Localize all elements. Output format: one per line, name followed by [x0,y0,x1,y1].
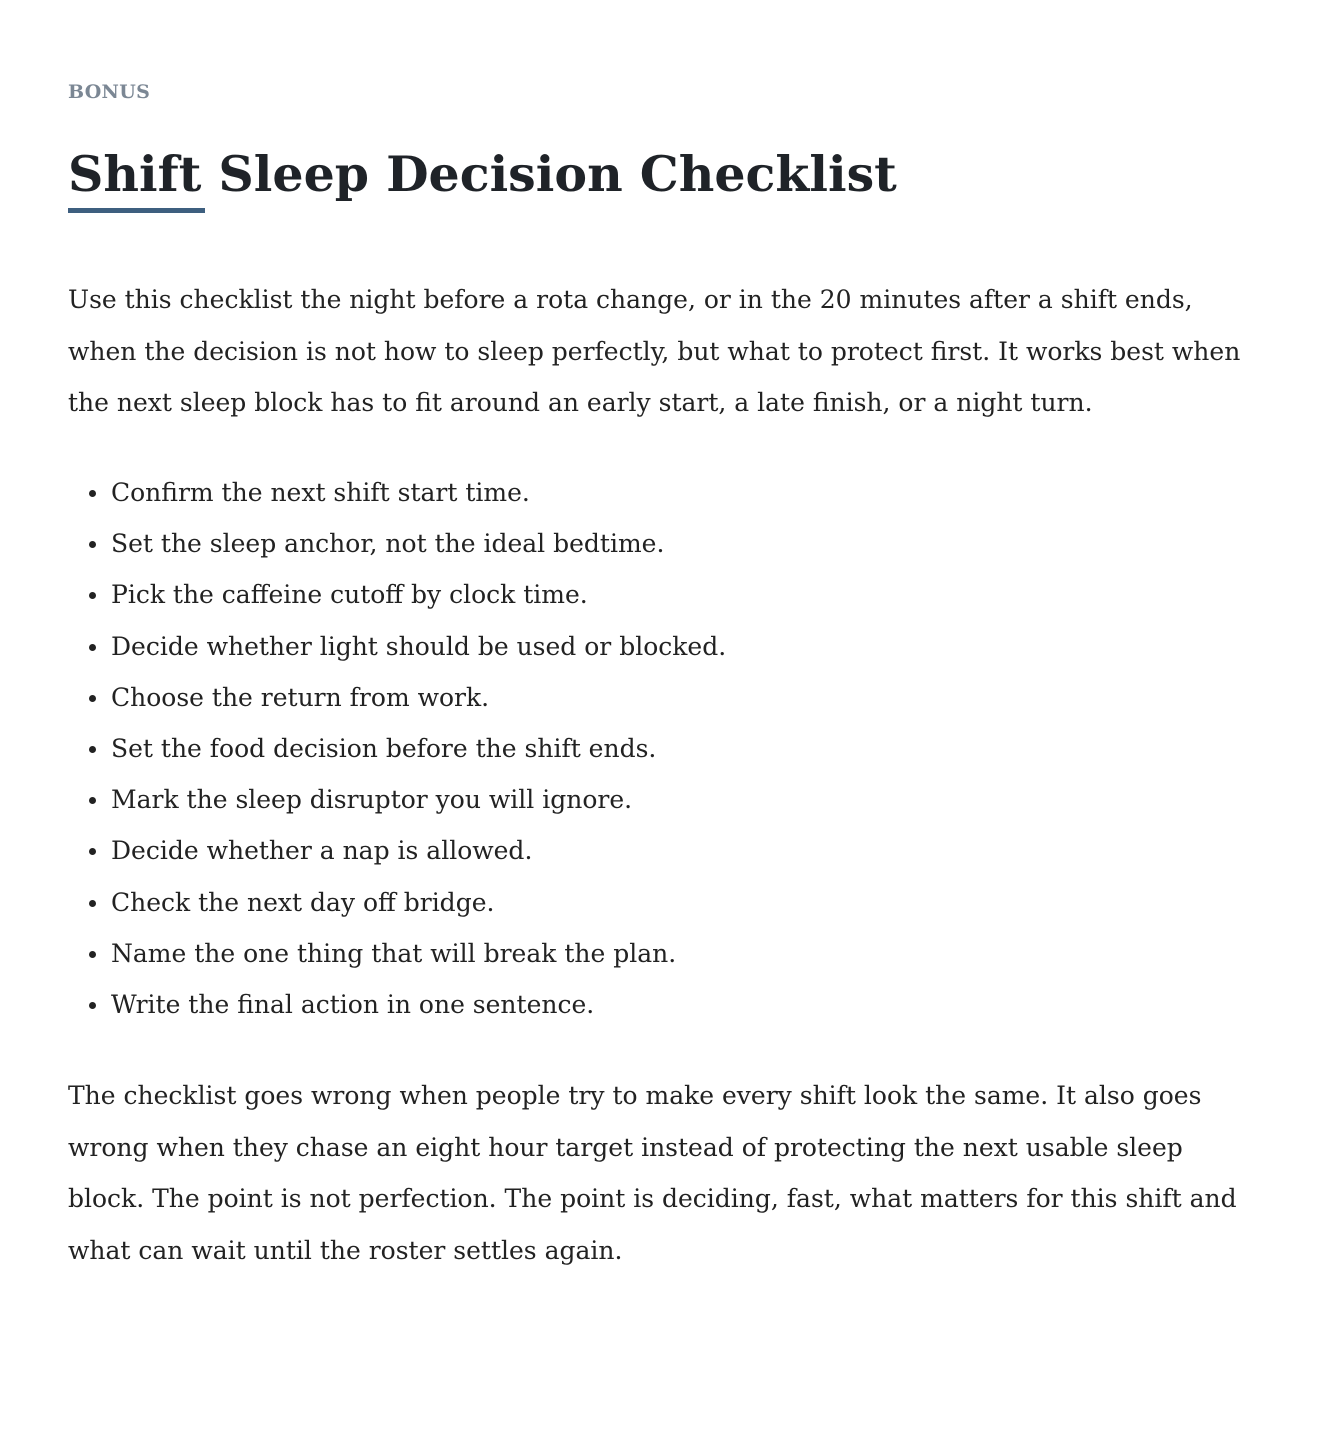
bullet-icon [89,695,96,702]
checklist-item [68,928,726,979]
decision-checklist [68,467,726,1030]
checklist-item [68,877,726,928]
bullet-icon [89,490,96,497]
checklist-item-text: Write the final action in one sentence. [111,989,595,1019]
section-eyebrow: BONUS [68,81,151,103]
checklist-item-text: Check the next day off bridge. [111,887,495,917]
checklist-item [68,569,726,620]
bullet-icon [89,644,96,651]
bullet-icon [89,848,96,855]
checklist-item-text: Set the sleep anchor, not the ideal bedtime. [111,529,665,559]
checklist-item-text: Decide whether a nap is allowed. [111,836,533,866]
bullet-icon [89,746,96,753]
checklist-item [68,825,726,876]
checklist-item-text: Confirm the next shift start time. [111,478,530,507]
checklist-item [68,518,726,569]
checklist-item [68,979,726,1030]
checklist-item-text: Name the one thing that will break the plan. [111,938,677,968]
bullet-icon [89,592,96,599]
checklist-item-text: Decide whether light should be used or blocked. [111,631,727,661]
checklist-item-text: Pick the caffeine cutoff by clock time. [111,580,588,610]
bullet-icon [89,797,96,804]
checklist-item [68,774,726,825]
bullet-icon [89,900,96,907]
checklist-item [68,467,726,518]
bullet-icon [89,1002,96,1009]
checklist-item [68,723,726,774]
checklist-item [68,621,726,672]
page-title: Shift Sleep Decision Checklist [68,145,897,203]
title-underline [68,208,205,213]
checklist-item-text: Set the food decision before the shift ends. [111,733,657,763]
checklist-item-text: Mark the sleep disruptor you will ignore. [111,785,633,815]
checklist-item-text: Choose the return from work. [111,682,490,712]
bullet-icon [89,951,96,958]
closing-paragraph: The checklist goes wrong when people try to make every shift look the same. It also goes wrong when they chase an eight hour target instead of protecting the next usable sleep block. The point is not perfection. The point is deciding, fast, what matters for this shift and what can wait until the roster settles again. [68,1081,1237,1265]
intro-paragraph: Use this checklist the night before a rota change, or in the 20 minutes after a shift ends, when the decision is not how to sleep perfectly, but what to protect first. It works best when the next sleep block has to fit around an early start, a late finish, or a night turn. [68,285,1241,417]
checklist-item [68,672,726,723]
bullet-icon [89,541,96,548]
